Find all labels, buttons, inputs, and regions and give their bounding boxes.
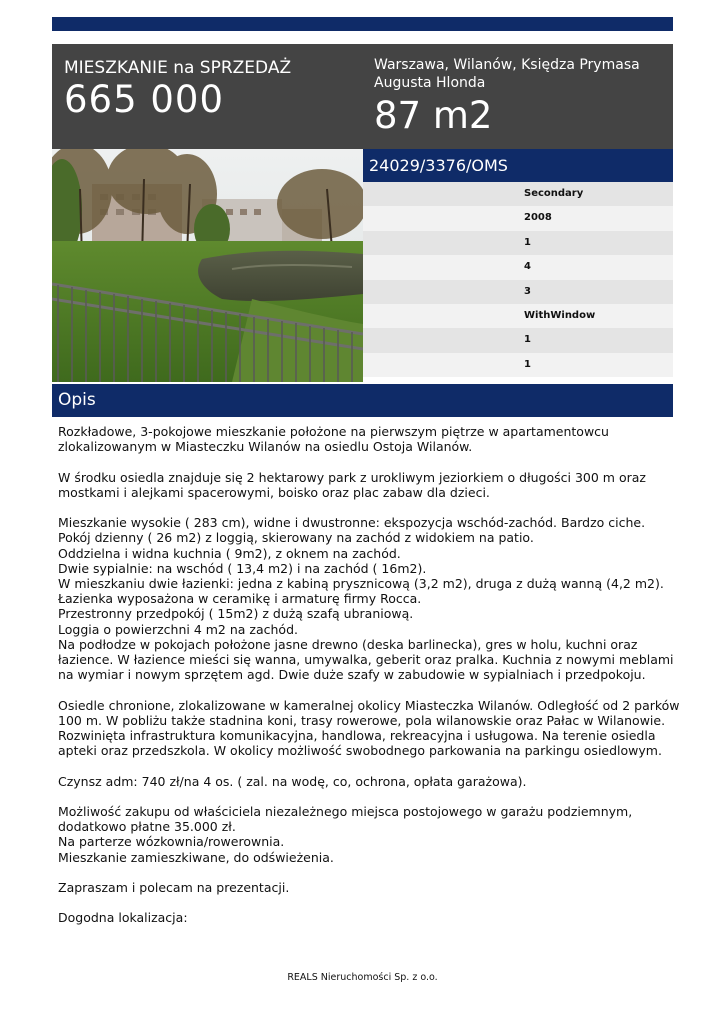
description-body	[58, 424, 680, 941]
detail-row: 1	[363, 231, 673, 255]
detail-row: 3	[363, 280, 673, 304]
description-heading: Opis	[52, 384, 673, 417]
description-paragraph	[58, 697, 680, 759]
description-line: Przestronny przedpokój ( 15m2) z dużą szafą ubraniową.	[58, 606, 414, 622]
description-line: 100 m. W pobliżu także stadnina koni, trasy rowerowe, pola wilanowskie oraz Pałac w Wilanowie.	[58, 712, 666, 728]
description-paragraph	[58, 515, 674, 683]
description-line: Dogodna lokalizacja:	[58, 910, 188, 926]
address: Warszawa, Wilanów, Księdza Prymasa Augusta Hlonda	[374, 57, 640, 91]
description-line: dodatkowo płatne 35.000 zł.	[58, 819, 236, 835]
property-photo	[52, 149, 363, 382]
description-paragraph	[58, 470, 670, 500]
description-paragraph	[58, 774, 670, 789]
details-table	[363, 182, 673, 377]
description-line: Rozwinięta infrastruktura komunikacyjna, handlowa, rekreacyjna i usługowa. Na terenie osiedla	[58, 728, 656, 744]
description-line: mostkami i alejkami spacerowymi, boisko oraz plac zabaw dla dzieci.	[58, 484, 490, 500]
description-line: Na podłodze w pokojach położone jasne drewno (deska barlinecka), gres w holu, kuchni oraz	[58, 636, 638, 652]
description-line: Możliwość zakupu od właściciela niezależnego miejsca postojowego w garażu podziemnym,	[58, 804, 633, 819]
description-line: Zapraszam i polecam na prezentacji.	[58, 880, 290, 895]
description-paragraph	[58, 880, 670, 895]
description-line: zlokalizowanym w Miasteczku Wilanów na osiedlu Ostoja Wilanów.	[58, 439, 473, 455]
detail-row: Secondary	[363, 182, 673, 206]
description-line: łazience. W łazience mieści się wanna, umywalka, geberit oraz pralka. Kuchnia z nowymi meblami	[58, 652, 674, 668]
listing-header	[52, 44, 673, 149]
description-line: Dwie sypialnie: na wschód ( 13,4 m2) i na zachód ( 16m2).	[58, 560, 427, 576]
description-paragraph	[58, 424, 670, 454]
description-line: Czynsz adm: 740 zł/na 4 os. ( zal. na wodę, co, ochrona, opłata garażowa).	[58, 773, 527, 789]
description-paragraph	[58, 804, 670, 865]
price: 665 000	[64, 78, 225, 121]
detail-row: WithWindow	[363, 304, 673, 328]
description-line: Oddzielna i widna kuchnia ( 9m2), z oknem na zachód.	[58, 545, 401, 561]
description-line: Mieszkanie zamieszkiwane, do odświeżenia.	[58, 849, 334, 865]
detail-row: 2008	[363, 206, 673, 230]
detail-row: 4	[363, 255, 673, 279]
description-line: Rozkładowe, 3-pokojowe mieszkanie położone na pierwszym piętrze w apartamentowcu	[58, 424, 609, 439]
detail-row: 1	[363, 328, 673, 352]
description-line: na wymiar i nowym sprzętem agd. Dwie duże szafy w zabudowie w sypialniach i przedpokoju.	[58, 667, 646, 683]
description-line: apteki oraz przedszkola. W okolicy możliwość swobodnego parkowania na parkingu osiedlowym.	[58, 743, 662, 759]
footer-company: REALS Nieruchomości Sp. z o.o.	[287, 972, 438, 983]
description-line: Loggia o powierzchni 4 m2 na zachód.	[58, 621, 298, 637]
area: 87 m2	[374, 94, 493, 137]
detail-row: 1	[363, 353, 673, 377]
top-accent-bar	[52, 17, 673, 31]
description-line: Na parterze wózkownia/rowerownia.	[58, 834, 285, 850]
description-line: W środku osiedla znajduje się 2 hektarowy park z urokliwym jeziorkiem o długości 300 m oraz	[58, 469, 646, 485]
description-paragraph	[58, 910, 670, 925]
description-line: Mieszkanie wysokie ( 283 cm), widne i dwustronne: ekspozycja wschód-zachód. Bardzo ciche.	[58, 515, 646, 531]
offer-type: MIESZKANIE na SPRZEDAŻ	[64, 58, 292, 78]
description-line: Pokój dzienny ( 26 m2) z loggią, skierowany na zachód z widokiem na patio.	[58, 530, 534, 546]
description-line: Osiedle chronione, zlokalizowane w kameralnej okolicy Miasteczka Wilanów. Odległość od 2 parków	[58, 697, 680, 713]
description-line: W mieszkaniu dwie łazienki: jedna z kabiną prysznicową (3,2 m2), druga z dużą wanną (4,2 m2).	[58, 576, 664, 591]
description-line: Łazienka wyposażona w ceramikę i armaturę firmy Rocca.	[58, 591, 422, 607]
reference-number: 24029/3376/OMS	[363, 149, 673, 182]
